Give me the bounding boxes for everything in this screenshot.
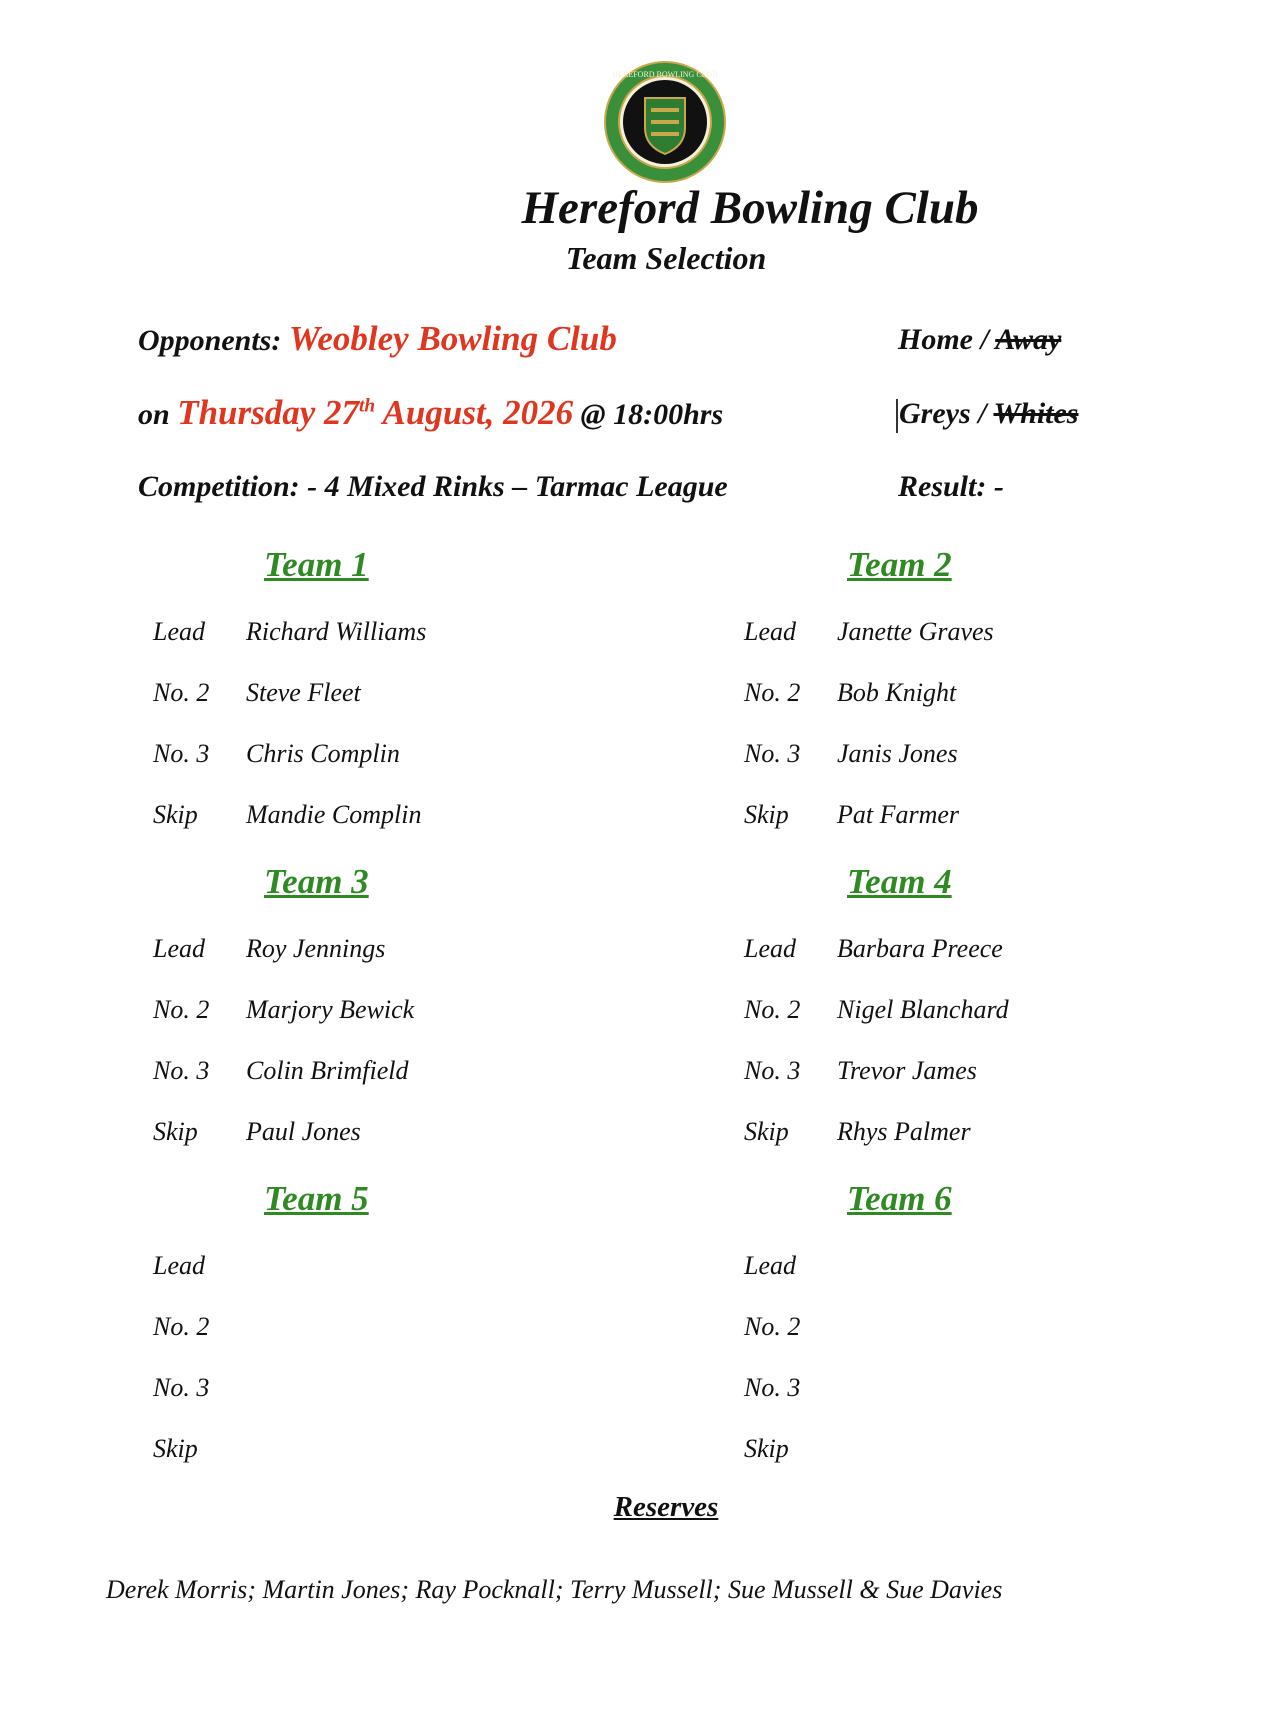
match-time: @ 18:00hrs xyxy=(580,398,724,431)
player-name: Barbara Preece xyxy=(837,934,1003,963)
greys-label: Greys / xyxy=(899,397,994,430)
player-position: Lead xyxy=(153,617,205,646)
player-position: No. 3 xyxy=(153,1373,210,1402)
match-date: Thursday 27th August, 2026 xyxy=(177,393,574,432)
date-prefix: on xyxy=(138,398,170,431)
reserves-heading: Reserves xyxy=(613,1491,719,1523)
player-name: Pat Farmer xyxy=(837,800,960,829)
date-line xyxy=(138,393,723,433)
player-position: Skip xyxy=(744,1117,789,1146)
player-position: Lead xyxy=(744,1251,796,1280)
home-away xyxy=(898,323,1061,357)
team-heading: Team 3 xyxy=(264,862,369,901)
player-position: Skip xyxy=(153,1117,198,1146)
player-name: Nigel Blanchard xyxy=(837,995,1009,1024)
player-position: No. 3 xyxy=(744,739,801,768)
club-logo xyxy=(603,60,727,184)
player-position: Lead xyxy=(744,617,796,646)
player-position: Lead xyxy=(153,934,205,963)
player-position: Lead xyxy=(153,1251,205,1280)
reserves-list: Derek Morris; Martin Jones; Ray Pocknall; Terry Mussell; Sue Mussell & Sue Davies xyxy=(106,1575,1003,1604)
player-position: Skip xyxy=(744,1434,789,1463)
player-name: Roy Jennings xyxy=(246,934,386,963)
greys-whites xyxy=(896,397,1078,433)
player-name: Janette Graves xyxy=(837,617,994,646)
home-label: Home / xyxy=(898,323,996,356)
player-position: No. 2 xyxy=(744,678,801,707)
team-heading: Team 5 xyxy=(264,1179,369,1218)
opponents-label: Opponents: xyxy=(138,324,282,357)
player-position: No. 2 xyxy=(153,678,210,707)
player-position: Skip xyxy=(153,800,198,829)
player-name: Bob Knight xyxy=(837,678,957,707)
player-position: No. 3 xyxy=(153,739,210,768)
player-position: No. 2 xyxy=(153,1312,210,1341)
player-name: Richard Williams xyxy=(246,617,427,646)
whites-label: Whites xyxy=(993,397,1079,430)
player-position: No. 2 xyxy=(153,995,210,1024)
player-name: Colin Brimfield xyxy=(246,1056,409,1085)
player-name: Chris Complin xyxy=(246,739,400,768)
text-cursor xyxy=(896,399,898,433)
away-label: Away xyxy=(995,323,1062,356)
team-heading: Team 4 xyxy=(847,862,952,901)
player-name: Rhys Palmer xyxy=(837,1117,971,1146)
player-name: Trevor James xyxy=(837,1056,977,1085)
player-name: Mandie Complin xyxy=(246,800,422,829)
team-heading: Team 2 xyxy=(847,545,952,584)
team-heading: Team 6 xyxy=(847,1179,952,1218)
team-heading: Team 1 xyxy=(264,545,369,584)
player-position: No. 3 xyxy=(744,1056,801,1085)
player-position: Skip xyxy=(744,800,789,829)
opponents-line xyxy=(138,319,617,359)
player-position: No. 3 xyxy=(153,1056,210,1085)
player-name: Marjory Bewick xyxy=(246,995,415,1024)
club-title: Hereford Bowling Club xyxy=(521,182,979,234)
player-name: Steve Fleet xyxy=(246,678,361,707)
document-title: Team Selection xyxy=(565,240,767,276)
opponents-name: Weobley Bowling Club xyxy=(288,319,617,358)
svg-text:HEREFORD BOWLING CLUB: HEREFORD BOWLING CLUB xyxy=(612,70,718,79)
player-position: Lead xyxy=(744,934,796,963)
player-position: No. 3 xyxy=(744,1373,801,1402)
player-position: No. 2 xyxy=(744,995,801,1024)
player-position: Skip xyxy=(153,1434,198,1463)
result-line: Result: - xyxy=(898,470,1004,503)
player-position: No. 2 xyxy=(744,1312,801,1341)
player-name: Paul Jones xyxy=(246,1117,361,1146)
competition-line: Competition: - 4 Mixed Rinks – Tarmac League xyxy=(138,470,728,503)
player-name: Janis Jones xyxy=(837,739,958,768)
